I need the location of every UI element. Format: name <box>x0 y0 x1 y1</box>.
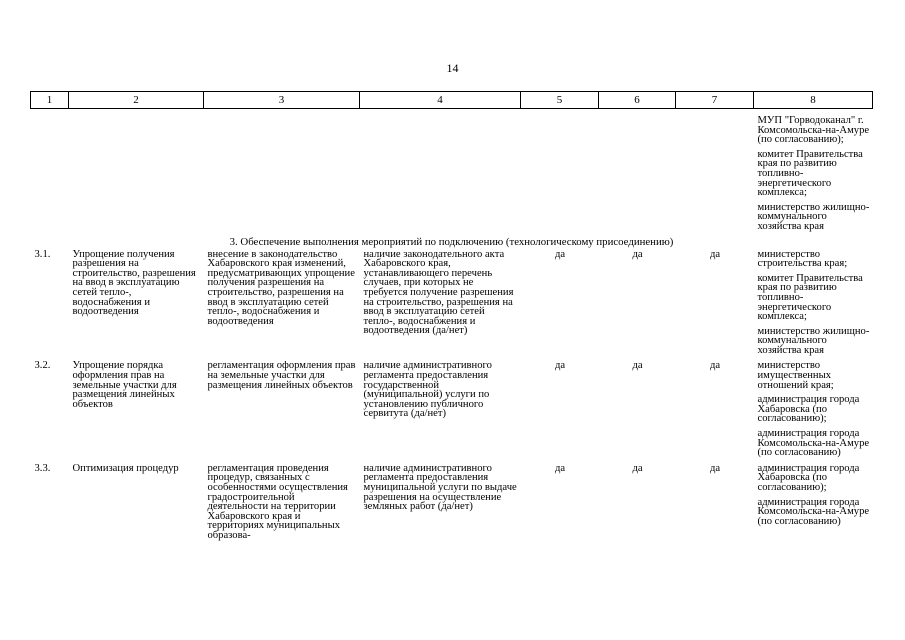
row-col6: да <box>632 462 643 474</box>
responsible-entry: министерство жилищно-коммунального хозяйства края <box>757 201 870 232</box>
responsible-entry: администрация города Хабаровска (по согласованию); <box>757 394 860 425</box>
table-row <box>31 250 873 356</box>
section-row <box>31 232 873 250</box>
row-number: 3.1. <box>34 248 51 260</box>
responsible-entry: министерство строительства края; <box>757 248 848 270</box>
responsible-entry: администрация города Комсомольска-на-Амуре (по согласованию) <box>757 496 870 527</box>
header-col-2: 2 <box>69 92 204 109</box>
row-title: Упрощение получения разрешения на строительство, разрешения на ввод в эксплуатацию сетей тепло-, водоснабжения и водоотведения <box>72 248 196 318</box>
responsible-entry: администрация города Хабаровска (по согласованию); <box>757 462 860 493</box>
page-number: 14 <box>446 61 459 75</box>
measures-table <box>30 91 873 541</box>
row-title: Упрощение порядка оформления прав на земельные участки для размещения линейных объектов <box>72 360 177 410</box>
header-col-7: 7 <box>676 92 754 109</box>
header-row <box>31 92 873 109</box>
row-col5: да <box>554 462 566 474</box>
row-col7: да <box>709 248 721 260</box>
row-measure: регламентация оформления прав на земельные участки для размещения линейных объектов <box>207 360 356 391</box>
row-col5: да <box>554 360 566 372</box>
continuation-row <box>31 109 873 232</box>
row-responsible <box>754 250 873 356</box>
continuation-responsible <box>754 109 873 232</box>
header-col-1: 1 <box>31 92 69 109</box>
responsible-entry: МУП "Горводоканал" г. Комсомольска-на-Амуре (по согласованию); <box>757 115 870 146</box>
row-measure: внесение в законодательство Хабаровского края изменений, предусматривающих упрощение получения разрешения на строительство, разрешения на ввод в эксплуатацию сетей тепло-, водоснабжения и водоотведения <box>207 248 355 327</box>
responsible-entry: комитет Правительства края по развитию топливно-энергетического комплекса; <box>757 148 863 199</box>
row-indicator: наличие законодательного акта Хабаровского края, устанавливающего перечень случаев, при которых не требуется получение разрешения на строительство, разрешения на ввод в эксплуатацию сетей тепло-, водоснабжения и водоотведения (да/нет) <box>363 248 514 337</box>
header-col-3: 3 <box>204 92 360 109</box>
responsible-entry: комитет Правительства края по развитию топливно-энергетического комплекса; <box>757 272 863 323</box>
header-col-8: 8 <box>754 92 873 109</box>
row-col6: да <box>632 360 643 372</box>
table-row <box>31 355 873 457</box>
responsible-entry: министерство жилищно-коммунального хозяйства края <box>757 325 870 356</box>
row-responsible <box>754 458 873 541</box>
table-row <box>31 458 873 541</box>
row-col6: да <box>632 248 643 260</box>
row-title: Оптимизация процедур <box>72 462 179 474</box>
row-indicator: наличие административного регламента предоставления государственной (муниципальной) услуги по установлению публичного сервитута (да/нет) <box>363 360 492 420</box>
responsible-entry: министерство имущественных отношений края; <box>757 360 834 391</box>
row-measure: регламентация проведения процедур, связанных с особенностями осуществления градостроительной деятельности на территории Хабаровского края и территориях муниципальных образова- <box>207 462 348 541</box>
header-col-6: 6 <box>599 92 676 109</box>
header-col-5: 5 <box>521 92 599 109</box>
row-col7: да <box>709 360 721 372</box>
row-col5: да <box>554 248 566 260</box>
row-col7: да <box>709 462 721 474</box>
row-number: 3.3. <box>34 462 51 474</box>
row-number: 3.2. <box>34 360 51 372</box>
row-indicator: наличие административного регламента предоставления муниципальной услуги по выдаче разрешения на осуществление земляных работ (да/нет) <box>363 462 517 513</box>
section-title: 3. Обеспечение выполнения мероприятий по подключению (технологическому присоединению) <box>229 235 674 248</box>
row-responsible <box>754 355 873 457</box>
header-col-4: 4 <box>360 92 521 109</box>
responsible-entry: администрация города Комсомольска-на-Амуре (по согласованию) <box>757 428 870 459</box>
